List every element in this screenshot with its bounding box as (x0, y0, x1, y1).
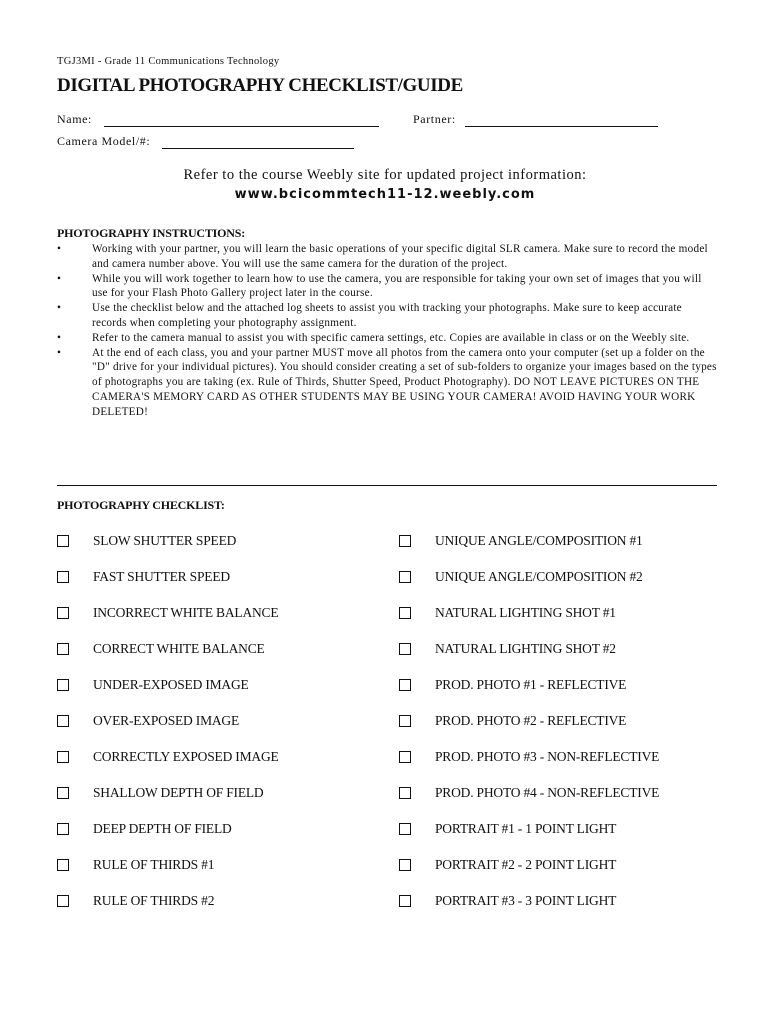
checklist-item[interactable] (57, 854, 215, 876)
camera-model-label: Camera Model/#: (57, 134, 151, 148)
refer-text: Refer to the course Weebly site for updated project information: (183, 167, 587, 183)
name-field-row (57, 112, 379, 127)
checklist-item-label: UNIQUE ANGLE/COMPOSITION #1 (435, 533, 643, 548)
checkbox[interactable] (57, 679, 69, 691)
checkbox[interactable] (399, 823, 411, 835)
checklist-item[interactable] (399, 566, 643, 588)
instruction-text: While you will work together to learn how to use the camera, you are responsible for taking your own set of images that you will use for your Flash Photo Gallery project later in the course. (92, 272, 702, 300)
instruction-text: Refer to the camera manual to assist you with specific camera settings, etc. Copies are available in class or on the Weebly site. (92, 331, 690, 344)
checklist-item-label: RULE OF THIRDS #2 (93, 893, 215, 908)
instruction-item (57, 301, 717, 331)
checklist-item-label: PROD. PHOTO #1 - REFLECTIVE (435, 677, 627, 692)
checklist-item[interactable] (57, 782, 264, 804)
checklist-item[interactable] (399, 530, 643, 552)
checkbox[interactable] (399, 859, 411, 871)
checklist-item-label: INCORRECT WHITE BALANCE (93, 605, 279, 620)
checklist-item[interactable] (399, 782, 660, 804)
checklist-item-label: OVER-EXPOSED IMAGE (93, 713, 240, 728)
instructions-heading: PHOTOGRAPHY INSTRUCTIONS: (57, 226, 246, 240)
checklist-item-label: SLOW SHUTTER SPEED (93, 533, 237, 548)
checkbox[interactable] (399, 607, 411, 619)
instruction-text: Working with your partner, you will learn the basic operations of your specific digital SLR camera. Make sure to record the model and camera number above. You will use the same camera for the duration of the project. (92, 243, 708, 270)
checklist-item-label: NATURAL LIGHTING SHOT #2 (435, 641, 616, 656)
checklist-item-label: CORRECT WHITE BALANCE (93, 641, 265, 656)
instruction-item (57, 272, 717, 302)
camera-field-row (57, 134, 354, 149)
checkbox[interactable] (399, 751, 411, 763)
course-code: TGJ3MI - Grade 11 Communications Technology (57, 56, 280, 67)
camera-model-blank[interactable] (162, 136, 354, 149)
name-label: Name: (57, 112, 92, 126)
checklist-item[interactable] (57, 746, 279, 768)
checklist-item-label: UNIQUE ANGLE/COMPOSITION #2 (435, 569, 643, 584)
checklist-item[interactable] (57, 566, 230, 588)
section-divider (57, 485, 717, 486)
bullet-icon: • (57, 346, 62, 359)
bullet-icon: • (57, 272, 62, 285)
name-blank[interactable] (104, 114, 379, 127)
bullet-icon: • (57, 302, 62, 315)
checkbox[interactable] (399, 787, 411, 799)
partner-blank[interactable] (465, 114, 658, 127)
checkbox[interactable] (57, 859, 69, 871)
checklist-item-label: DEEP DEPTH OF FIELD (93, 821, 232, 836)
checklist-heading: PHOTOGRAPHY CHECKLIST: (57, 498, 225, 512)
checklist-item-label: PORTRAIT #3 - 3 POINT LIGHT (435, 893, 617, 908)
checklist-item[interactable] (57, 602, 279, 624)
checklist-item[interactable] (399, 638, 616, 660)
checklist-item[interactable] (57, 818, 232, 840)
instruction-item (57, 331, 717, 346)
partner-field-row (413, 112, 658, 127)
checklist-item-label: PROD. PHOTO #3 - NON-REFLECTIVE (435, 749, 660, 764)
checklist-item-label: PROD. PHOTO #2 - REFLECTIVE (435, 713, 627, 728)
checklist-item[interactable] (399, 818, 617, 840)
checklist-item-label: FAST SHUTTER SPEED (93, 569, 230, 584)
checklist-item[interactable] (399, 602, 616, 624)
checkbox[interactable] (399, 535, 411, 547)
checkbox[interactable] (57, 643, 69, 655)
checkbox[interactable] (57, 823, 69, 835)
checkbox[interactable] (57, 535, 69, 547)
instruction-item (57, 242, 717, 272)
instruction-text: At the end of each class, you and your partner MUST move all photos from the camera onto your computer (set up a folder on the "D" drive for your individual pictures). You should consider creating a set of sub-folders to organize your images based on the types of photographs you are taking (ex. Rule of Thirds, Shutter Speed, Product Photography). DO NOT LEAVE PICTURES ON THE CAMERA'S MEMORY CARD AS OTHER STUDENTS MAY BE USING YOUR CAMERA! AVOID HAVING YOUR WORK DELETED! (92, 346, 717, 418)
page-title: DIGITAL PHOTOGRAPHY CHECKLIST/GUIDE (57, 75, 463, 96)
checkbox[interactable] (399, 715, 411, 727)
partner-label: Partner: (413, 112, 456, 126)
checklist-item-label: UNDER-EXPOSED IMAGE (93, 677, 249, 692)
checkbox[interactable] (57, 607, 69, 619)
course-website-link[interactable]: www.bcicommtech11-12.weebly.com (234, 187, 536, 202)
checklist-item[interactable] (57, 890, 215, 912)
checkbox[interactable] (57, 571, 69, 583)
checklist-item-label: PROD. PHOTO #4 - NON-REFLECTIVE (435, 785, 660, 800)
instructions-list (57, 242, 717, 420)
checkbox[interactable] (399, 895, 411, 907)
checklist-item[interactable] (57, 674, 249, 696)
checklist-item[interactable] (399, 890, 617, 912)
bullet-icon: • (57, 331, 62, 344)
checklist-item-label: CORRECTLY EXPOSED IMAGE (93, 749, 279, 764)
checkbox[interactable] (57, 715, 69, 727)
checklist-item-label: NATURAL LIGHTING SHOT #1 (435, 605, 616, 620)
checkbox[interactable] (57, 895, 69, 907)
checkbox[interactable] (399, 679, 411, 691)
checklist-item[interactable] (57, 710, 240, 732)
checklist-item[interactable] (399, 854, 617, 876)
checklist-item[interactable] (399, 746, 660, 768)
checklist-item[interactable] (399, 710, 627, 732)
checklist-item-label: PORTRAIT #1 - 1 POINT LIGHT (435, 821, 617, 836)
checklist-item-label: RULE OF THIRDS #1 (93, 857, 215, 872)
checklist-item[interactable] (57, 638, 265, 660)
instruction-text: Use the checklist below and the attached log sheets to assist you with tracking your photographs. Make sure to keep accurate records when completing your photography assignment. (92, 302, 682, 329)
checklist-item[interactable] (57, 530, 237, 552)
checkbox[interactable] (399, 643, 411, 655)
checkbox[interactable] (57, 787, 69, 799)
checkbox[interactable] (57, 751, 69, 763)
checklist-item-label: PORTRAIT #2 - 2 POINT LIGHT (435, 857, 617, 872)
checkbox[interactable] (399, 571, 411, 583)
checklist-item-label: SHALLOW DEPTH OF FIELD (93, 785, 264, 800)
checklist-item[interactable] (399, 674, 627, 696)
instruction-item (57, 346, 717, 420)
bullet-icon: • (57, 243, 62, 255)
